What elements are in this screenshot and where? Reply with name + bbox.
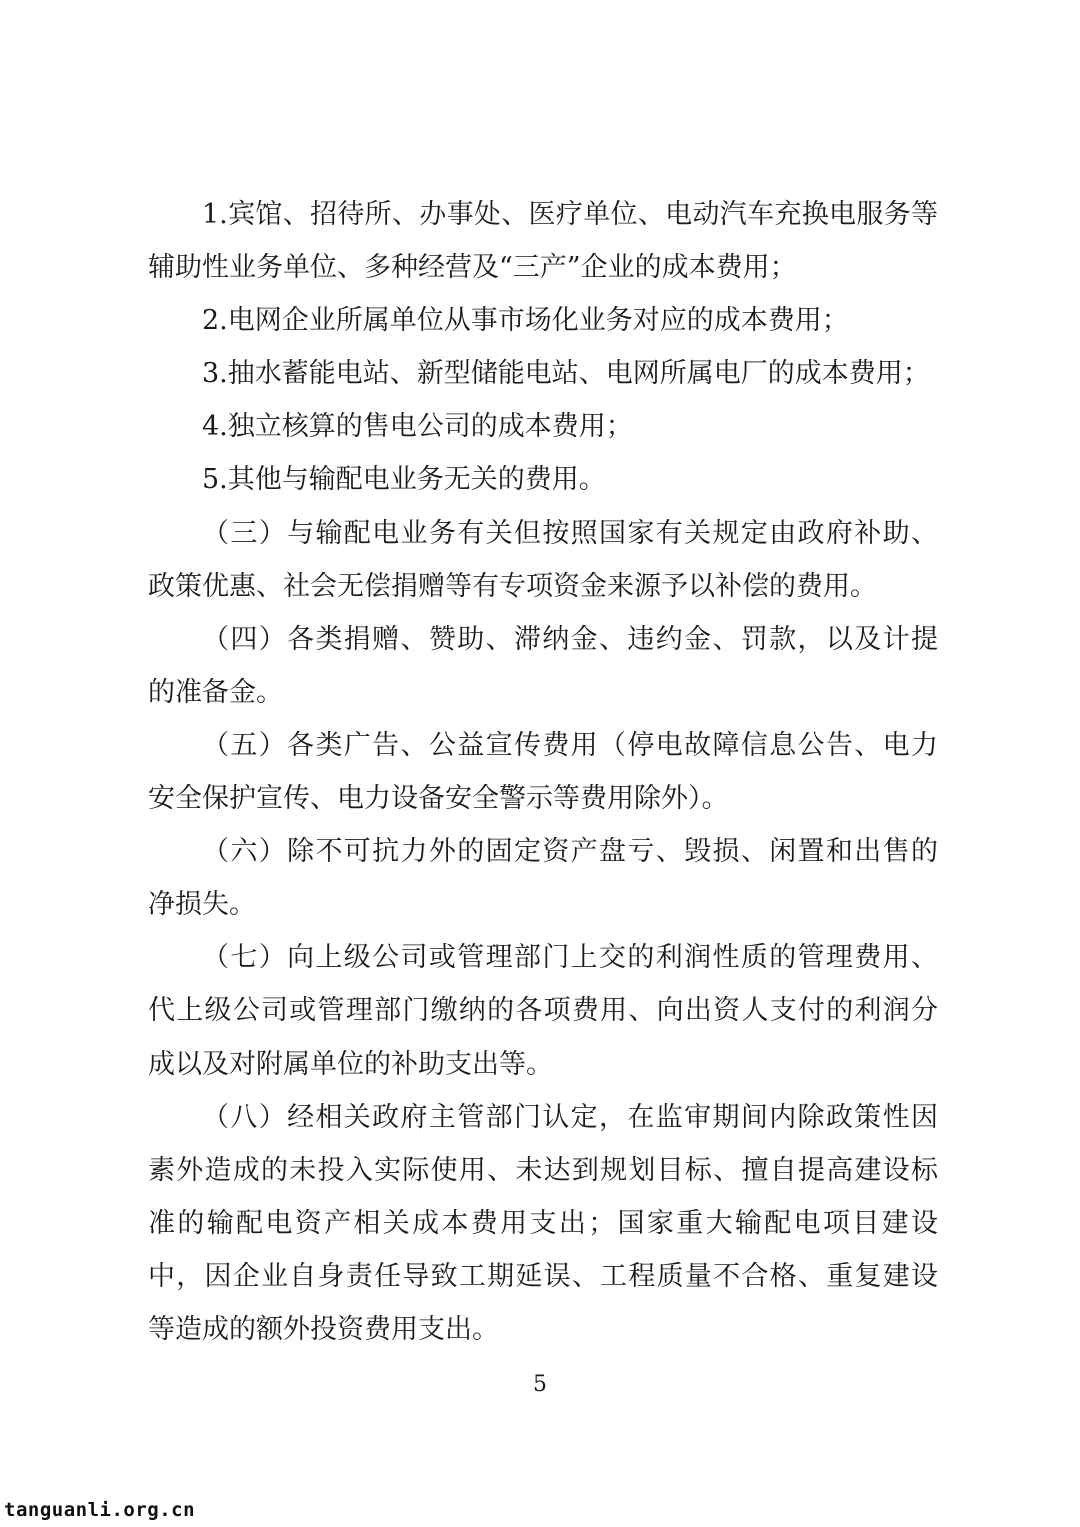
- text-line: 素外造成的未投入实际使用、未达到规划目标、擅自提高建设标: [148, 1154, 938, 1186]
- body-text: [148, 188, 938, 1356]
- text-line: （七）向上级公司或管理部门上交的利润性质的管理费用、: [202, 942, 938, 974]
- text-line: 政策优惠、社会无偿捐赠等有专项资金来源予以补偿的费用。: [148, 570, 877, 602]
- text-line: （八）经相关政府主管部门认定，在监审期间内除政策性因: [202, 1101, 938, 1133]
- text-line: 4.独立核算的售电公司的成本费用；: [202, 411, 633, 443]
- text-line: 2.电网企业所属单位从事市场化业务对应的成本费用；: [202, 305, 849, 337]
- text-line: 准的输配电资产相关成本费用支出；国家重大输配电项目建设: [148, 1207, 938, 1239]
- text-line: 等造成的额外投资费用支出。: [148, 1313, 499, 1345]
- watermark-text: tanguanli.org.cn: [4, 1499, 196, 1521]
- text-line: 5.其他与输配电业务无关的费用。: [202, 464, 606, 496]
- text-line: 成以及对附属单位的补助支出等。: [148, 1048, 553, 1080]
- text-line: （四）各类捐赠、赞助、滞纳金、违约金、罚款，以及计提: [202, 623, 938, 655]
- text-line: 代上级公司或管理部门缴纳的各项费用、向出资人支付的利润分: [148, 995, 938, 1027]
- text-line: 1.宾馆、招待所、办事处、医疗单位、电动汽车充换电服务等: [202, 199, 938, 230]
- text-line: 中，因企业自身责任导致工期延误、工程质量不合格、重复建设: [148, 1260, 938, 1292]
- text-line: 净损失。: [148, 889, 256, 921]
- page-number: 5: [533, 1372, 547, 1397]
- text-line: 安全保护宣传、电力设备安全警示等费用除外）。: [148, 783, 729, 815]
- text-line: 的准备金。: [148, 676, 283, 708]
- text-line: 3.抽水蓄能电站、新型储能电站、电网所属电厂的成本费用；: [202, 358, 930, 390]
- text-line: （五）各类广告、公益宣传费用（停电故障信息公告、电力: [202, 729, 938, 761]
- text-line: （六）除不可抗力外的固定资产盘亏、毁损、闲置和出售的: [202, 836, 938, 868]
- text-line: （三）与输配电业务有关但按照国家有关规定由政府补助、: [202, 517, 938, 549]
- text-line: 辅助性业务单位、多种经营及“三产”企业的成本费用；: [148, 252, 797, 284]
